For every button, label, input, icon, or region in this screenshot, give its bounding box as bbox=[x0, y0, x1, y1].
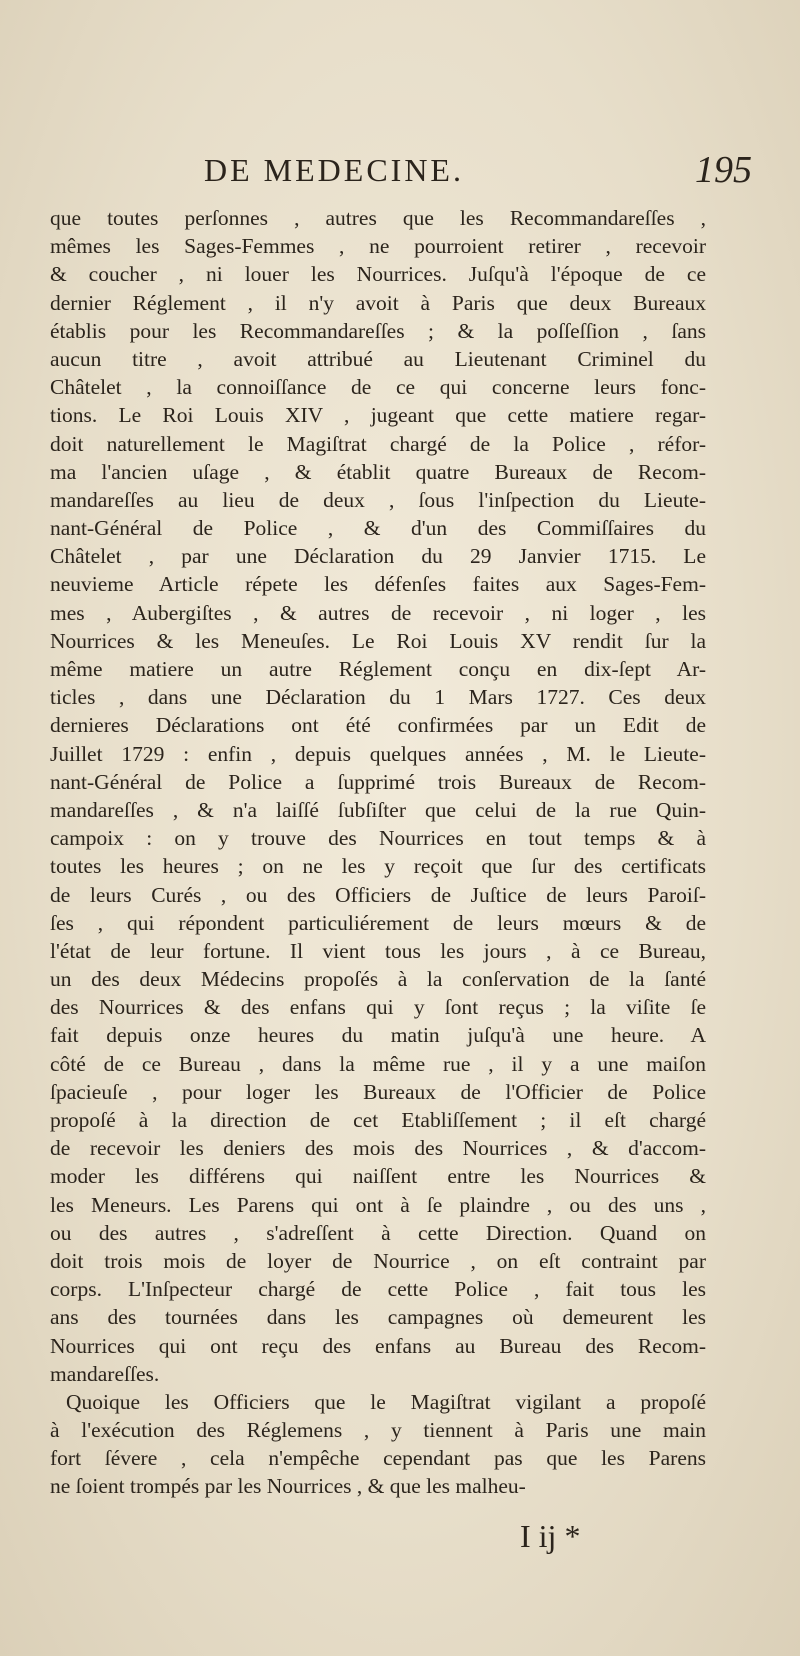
text-line: ne ſoient trompés par les Nourrices , & que les malheu- bbox=[50, 1474, 526, 1499]
text-line: ticles , dans une Déclaration du 1 Mars 1727. Ces deux bbox=[50, 685, 706, 710]
text-line: ans des tournées dans les campagnes où demeurent les bbox=[50, 1305, 706, 1330]
text-line: mes , Aubergiſtes , & autres de recevoir , ni loger , les bbox=[50, 600, 706, 625]
text-line: côté de ce Bureau , dans la même rue , il y a une maiſon bbox=[50, 1051, 706, 1076]
text-line: mandareſſes. bbox=[50, 1361, 160, 1386]
text-line: des Nourrices & des enfans qui y ſont reçus ; la viſite ſe bbox=[50, 995, 706, 1020]
text-line: même matiere un autre Réglement conçu en dix-ſept Ar- bbox=[50, 657, 706, 681]
text-line: Nourrices & les Meneuſes. Le Roi Louis XV rendit ſur la bbox=[50, 628, 706, 653]
text-line: campoix : on y trouve des Nourrices en tout temps & à bbox=[50, 826, 706, 851]
text-line: mandareſſes , & n'a laiſſé ſubſiſter que celui de la rue Quin- bbox=[50, 797, 706, 822]
text-line: moder les différens qui naiſſent entre les Nourrices & bbox=[50, 1164, 706, 1189]
text-line: nant-Général de Police , & d'un des Commiſſaires du bbox=[50, 516, 706, 541]
text-line: que toutes perſonnes , autres que les Recommandareſſes , bbox=[50, 206, 706, 230]
text-line: corps. L'Inſpecteur chargé de cette Police , fait tous les bbox=[50, 1277, 706, 1302]
text-line: de recevoir les deniers des mois des Nourrices , & d'accom- bbox=[50, 1136, 706, 1161]
text-line: ma l'ancien uſage , & établit quatre Bureaux de Recom- bbox=[50, 459, 706, 484]
text-line: de leurs Curés , ou des Officiers de Juſtice de leurs Paroiſ- bbox=[50, 882, 706, 907]
text-line: tions. Le Roi Louis XIV , jugeant que cette matiere regar- bbox=[50, 403, 706, 428]
text-line: Quoique les Officiers que le Magiſtrat vigilant a propoſé bbox=[66, 1389, 706, 1414]
text-line: ſpacieuſe , pour loger les Bureaux de l'Officier de Police bbox=[50, 1079, 706, 1104]
text-line: doit naturellement le Magiſtrat chargé de la Police , réfor- bbox=[50, 431, 706, 456]
text-line: fort ſévere , cela n'empêche cependant pas que les Parens bbox=[50, 1446, 706, 1471]
text-line: établis pour les Recommandareſſes ; & la poſſeſſion , ſans bbox=[50, 318, 706, 343]
text-line: Châtelet , par une Déclaration du 29 Janvier 1715. Le bbox=[50, 544, 706, 569]
text-line: fait depuis onze heures du matin juſqu'à une heure. A bbox=[50, 1023, 706, 1048]
body-text bbox=[50, 204, 706, 1501]
running-head: DE MEDECINE. bbox=[204, 152, 464, 188]
text-line: Nourrices qui ont reçu des enfans au Bureau des Recom- bbox=[50, 1333, 706, 1358]
text-line: Juillet 1729 : enfin , depuis quelques années , M. le Lieute- bbox=[50, 741, 706, 766]
text-line: les Meneurs. Les Parens qui ont à ſe plaindre , ou des uns , bbox=[50, 1192, 706, 1217]
text-line: mêmes les Sages-Femmes , ne pourroient retirer , recevoir bbox=[50, 234, 706, 259]
text-line: Châtelet , la connoiſſance de ce qui concerne leurs fonc- bbox=[50, 375, 706, 400]
text-line: toutes les heures ; on ne les y reçoit que ſur des certificats bbox=[50, 854, 706, 879]
text-line: neuvieme Article répete les défenſes faites aux Sages-Fem- bbox=[50, 572, 706, 597]
text-line: ou des autres , s'adreſſent à cette Direction. Quand on bbox=[50, 1220, 706, 1245]
page-header bbox=[52, 148, 752, 202]
text-line: aucun titre , avoit attribué au Lieutenant Criminel du bbox=[50, 346, 706, 371]
text-line: & coucher , ni louer les Nourrices. Juſqu'à l'époque de ce bbox=[50, 262, 706, 287]
text-line: un des deux Médecins propoſés à la conſervation de la ſanté bbox=[50, 967, 706, 992]
signature-mark: I ij * bbox=[520, 1518, 581, 1554]
text-line: ſes , qui répondent particuliérement de leurs mœurs & de bbox=[50, 910, 706, 935]
text-line: dernier Réglement , il n'y avoit à Paris que deux Bureaux bbox=[50, 290, 706, 315]
text-line: nant-Général de Police a ſupprimé trois Bureaux de Recom- bbox=[50, 769, 706, 794]
page-number: 195 bbox=[695, 149, 752, 191]
text-line: l'état de leur fortune. Il vient tous les jours , à ce Bureau, bbox=[50, 938, 706, 963]
text-line: propoſé à la direction de cet Etabliſſement ; il eſt chargé bbox=[50, 1108, 706, 1132]
text-line: mandareſſes au lieu de deux , ſous l'inſpection du Lieute- bbox=[50, 487, 706, 512]
text-line: à l'exécution des Réglemens , y tiennent à Paris une main bbox=[50, 1418, 706, 1443]
text-line: doit trois mois de loyer de Nourrice , on eſt contraint par bbox=[50, 1248, 706, 1273]
text-line: dernieres Déclarations ont été confirmées par un Edit de bbox=[50, 713, 706, 738]
